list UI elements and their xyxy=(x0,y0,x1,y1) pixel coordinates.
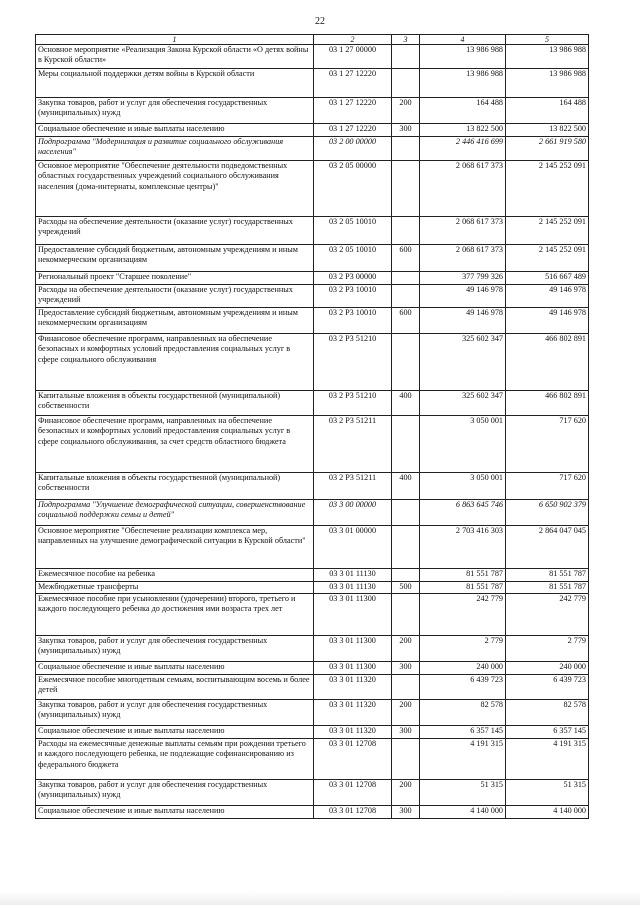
table-row xyxy=(36,45,589,69)
row-amount-year-1: 6 357 145 xyxy=(420,726,506,739)
row-amount-year-1: 81 551 787 xyxy=(420,582,506,594)
row-code: 03 3 01 12708 xyxy=(314,739,392,780)
row-name: Социальное обеспечение и иные выплаты населению xyxy=(36,124,314,137)
table-row xyxy=(36,662,589,675)
row-amount-year-1: 2 703 416 303 xyxy=(420,526,506,569)
row-amount-year-1: 6 439 723 xyxy=(420,675,506,700)
row-name: Капитальные вложения в объекты государственной (муниципальной) собственности xyxy=(36,473,314,500)
row-amount-year-2: 81 551 787 xyxy=(506,569,589,582)
row-amount-year-2: 466 802 891 xyxy=(506,391,589,416)
row-expense-type: 200 xyxy=(392,700,420,726)
row-amount-year-1: 2 068 617 373 xyxy=(420,161,506,217)
table-row xyxy=(36,69,589,98)
row-expense-type: 500 xyxy=(392,582,420,594)
row-name: Межбюджетные трансферты xyxy=(36,582,314,594)
row-expense-type: 300 xyxy=(392,662,420,675)
row-name: Закупка товаров, работ и услуг для обеспечения государственных (муниципальных) нужд xyxy=(36,700,314,726)
row-amount-year-2: 717 620 xyxy=(506,473,589,500)
row-name: Финансовое обеспечение программ, направленных на обеспечение безопасных и комфортных условий предоставления социальных услуг в сфере социального обслуживания, за счет средств областного бюджета xyxy=(36,416,314,473)
row-amount-year-2: 4 140 000 xyxy=(506,806,589,819)
row-expense-type xyxy=(392,594,420,636)
table-row xyxy=(36,473,589,500)
table-row xyxy=(36,161,589,217)
row-name: Капитальные вложения в объекты государственной (муниципальной) собственности xyxy=(36,391,314,416)
table-row xyxy=(36,780,589,806)
row-amount-year-2: 49 146 978 xyxy=(506,308,589,334)
row-name: Закупка товаров, работ и услуг для обеспечения государственных (муниципальных) нужд xyxy=(36,636,314,662)
column-header: 3 xyxy=(392,35,420,45)
scan-edge xyxy=(0,891,640,905)
row-expense-type xyxy=(392,675,420,700)
row-code: 03 3 00 00000 xyxy=(314,500,392,526)
row-code: 03 2 05 10010 xyxy=(314,245,392,272)
row-expense-type: 600 xyxy=(392,308,420,334)
table-row xyxy=(36,137,589,161)
row-amount-year-1: 49 146 978 xyxy=(420,285,506,308)
row-expense-type: 300 xyxy=(392,806,420,819)
table-row xyxy=(36,416,589,473)
row-name: Основное мероприятие «Реализация Закона Курской области «О детях войны в Курской области» xyxy=(36,45,314,69)
row-name: Ежемесячное пособие на ребенка xyxy=(36,569,314,582)
row-name: Ежемесячное пособие многодетным семьям, воспитывающим восемь и более детей xyxy=(36,675,314,700)
row-amount-year-1: 6 863 645 746 xyxy=(420,500,506,526)
table-row xyxy=(36,569,589,582)
row-code: 03 3 01 11300 xyxy=(314,636,392,662)
row-name: Предоставление субсидий бюджетным, автономным учреждениям и иным некоммерческим организациям xyxy=(36,308,314,334)
row-code: 03 1 27 12220 xyxy=(314,98,392,124)
row-name: Подпрограмма "Улучшение демографической ситуации, совершенствование социальной поддержки семьи и детей" xyxy=(36,500,314,526)
row-expense-type xyxy=(392,526,420,569)
row-name: Социальное обеспечение и иные выплаты населению xyxy=(36,806,314,819)
row-expense-type: 400 xyxy=(392,391,420,416)
row-amount-year-1: 49 146 978 xyxy=(420,308,506,334)
row-amount-year-2: 49 146 978 xyxy=(506,285,589,308)
row-amount-year-1: 2 779 xyxy=(420,636,506,662)
row-expense-type: 300 xyxy=(392,726,420,739)
table-row xyxy=(36,124,589,137)
row-code: 03 2 05 00000 xyxy=(314,161,392,217)
row-code: 03 2 Р3 51210 xyxy=(314,391,392,416)
row-expense-type: 200 xyxy=(392,98,420,124)
table-row xyxy=(36,594,589,636)
row-code: 03 1 27 12220 xyxy=(314,124,392,137)
row-amount-year-1: 2 446 416 699 xyxy=(420,137,506,161)
row-amount-year-1: 82 578 xyxy=(420,700,506,726)
row-amount-year-2: 51 315 xyxy=(506,780,589,806)
row-amount-year-1: 325 602 347 xyxy=(420,391,506,416)
row-code: 03 3 01 11130 xyxy=(314,569,392,582)
row-amount-year-1: 81 551 787 xyxy=(420,569,506,582)
row-amount-year-2: 164 488 xyxy=(506,98,589,124)
row-expense-type xyxy=(392,137,420,161)
row-amount-year-2: 516 667 489 xyxy=(506,272,589,285)
row-expense-type xyxy=(392,161,420,217)
page-number: 22 xyxy=(315,16,325,27)
row-amount-year-1: 2 068 617 373 xyxy=(420,217,506,245)
row-name: Социальное обеспечение и иные выплаты населению xyxy=(36,726,314,739)
row-name: Закупка товаров, работ и услуг для обеспечения государственных (муниципальных) нужд xyxy=(36,98,314,124)
row-expense-type xyxy=(392,272,420,285)
row-expense-type xyxy=(392,500,420,526)
row-code: 03 2 Р3 51211 xyxy=(314,416,392,473)
table-row xyxy=(36,582,589,594)
row-name: Региональный проект "Старшее поколение" xyxy=(36,272,314,285)
table-row xyxy=(36,700,589,726)
row-expense-type xyxy=(392,285,420,308)
row-code: 03 3 01 11130 xyxy=(314,582,392,594)
row-amount-year-2: 717 620 xyxy=(506,416,589,473)
row-code: 03 2 00 00000 xyxy=(314,137,392,161)
row-name: Расходы на ежемесячные денежные выплаты семьям при рождении третьего и каждого последующего ребенка, не подлежащие софинансированию из федерального бюджета xyxy=(36,739,314,780)
row-amount-year-2: 242 779 xyxy=(506,594,589,636)
row-amount-year-2: 4 191 315 xyxy=(506,739,589,780)
row-expense-type: 200 xyxy=(392,780,420,806)
table-row xyxy=(36,636,589,662)
column-header: 1 xyxy=(36,35,314,45)
row-amount-year-2: 2 145 252 091 xyxy=(506,245,589,272)
row-expense-type xyxy=(392,569,420,582)
row-amount-year-1: 3 050 001 xyxy=(420,416,506,473)
row-amount-year-2: 240 000 xyxy=(506,662,589,675)
row-expense-type xyxy=(392,217,420,245)
row-amount-year-1: 13 986 988 xyxy=(420,69,506,98)
row-code: 03 1 27 00000 xyxy=(314,45,392,69)
row-expense-type xyxy=(392,416,420,473)
row-amount-year-1: 242 779 xyxy=(420,594,506,636)
row-amount-year-2: 2 864 047 045 xyxy=(506,526,589,569)
row-amount-year-1: 51 315 xyxy=(420,780,506,806)
row-name: Расходы на обеспечение деятельности (оказание услуг) государственных учреждений xyxy=(36,217,314,245)
row-amount-year-2: 82 578 xyxy=(506,700,589,726)
row-amount-year-1: 3 050 001 xyxy=(420,473,506,500)
table-row xyxy=(36,806,589,819)
row-expense-type: 300 xyxy=(392,124,420,137)
row-amount-year-1: 325 602 347 xyxy=(420,334,506,391)
row-name: Социальное обеспечение и иные выплаты населению xyxy=(36,662,314,675)
column-header: 2 xyxy=(314,35,392,45)
column-header: 5 xyxy=(506,35,589,45)
row-amount-year-1: 377 799 326 xyxy=(420,272,506,285)
table-row xyxy=(36,245,589,272)
table-row xyxy=(36,272,589,285)
row-amount-year-1: 2 068 617 373 xyxy=(420,245,506,272)
row-expense-type xyxy=(392,739,420,780)
row-amount-year-1: 240 000 xyxy=(420,662,506,675)
row-name: Закупка товаров, работ и услуг для обеспечения государственных (муниципальных) нужд xyxy=(36,780,314,806)
row-amount-year-1: 164 488 xyxy=(420,98,506,124)
row-name: Предоставление субсидий бюджетным, автономным учреждениям и иным некоммерческим организациям xyxy=(36,245,314,272)
row-amount-year-2: 466 802 891 xyxy=(506,334,589,391)
row-amount-year-1: 4 191 315 xyxy=(420,739,506,780)
table-row xyxy=(36,334,589,391)
row-expense-type: 200 xyxy=(392,636,420,662)
row-amount-year-2: 81 551 787 xyxy=(506,582,589,594)
table-row xyxy=(36,675,589,700)
row-code: 03 3 01 11300 xyxy=(314,594,392,636)
row-amount-year-2: 2 145 252 091 xyxy=(506,161,589,217)
row-code: 03 3 01 11300 xyxy=(314,662,392,675)
row-expense-type xyxy=(392,45,420,69)
header-row xyxy=(36,35,589,45)
row-amount-year-1: 13 822 500 xyxy=(420,124,506,137)
row-name: Меры социальной поддержки детям войны в Курской области xyxy=(36,69,314,98)
row-expense-type xyxy=(392,69,420,98)
row-expense-type: 400 xyxy=(392,473,420,500)
row-name: Подпрограмма "Модернизация и развитие социального обслуживания населения" xyxy=(36,137,314,161)
budget-table xyxy=(35,34,589,819)
row-amount-year-1: 13 986 988 xyxy=(420,45,506,69)
row-code: 03 3 01 11320 xyxy=(314,726,392,739)
table-row xyxy=(36,500,589,526)
table-row xyxy=(36,308,589,334)
row-name: Расходы на обеспечение деятельности (оказание услуг) государственных учреждений xyxy=(36,285,314,308)
row-amount-year-2: 13 986 988 xyxy=(506,45,589,69)
row-amount-year-2: 13 822 500 xyxy=(506,124,589,137)
table-row xyxy=(36,98,589,124)
row-amount-year-2: 6 357 145 xyxy=(506,726,589,739)
row-code: 03 2 Р3 51210 xyxy=(314,334,392,391)
row-code: 03 2 Р3 51211 xyxy=(314,473,392,500)
column-header: 4 xyxy=(420,35,506,45)
table-row xyxy=(36,526,589,569)
table-row xyxy=(36,285,589,308)
row-code: 03 3 01 00000 xyxy=(314,526,392,569)
row-code: 03 3 01 11320 xyxy=(314,675,392,700)
row-amount-year-2: 2 145 252 091 xyxy=(506,217,589,245)
row-amount-year-2: 6 650 902 379 xyxy=(506,500,589,526)
row-code: 03 2 Р3 10010 xyxy=(314,308,392,334)
row-expense-type xyxy=(392,334,420,391)
row-code: 03 3 01 11320 xyxy=(314,700,392,726)
row-amount-year-1: 4 140 000 xyxy=(420,806,506,819)
row-amount-year-2: 2 779 xyxy=(506,636,589,662)
row-code: 03 3 01 12708 xyxy=(314,806,392,819)
row-name: Основное мероприятие "Обеспечение реализации комплекса мер, направленных на улучшение демографической ситуации в Курской области" xyxy=(36,526,314,569)
row-name: Ежемесячное пособие при усыновлении (удочерении) второго, третьего и каждого последующего ребенка до достижения ими возраста трех лет xyxy=(36,594,314,636)
table-row xyxy=(36,739,589,780)
row-code: 03 3 01 12708 xyxy=(314,780,392,806)
row-amount-year-2: 13 986 988 xyxy=(506,69,589,98)
table-row xyxy=(36,217,589,245)
row-amount-year-2: 6 439 723 xyxy=(506,675,589,700)
row-code: 03 2 Р3 00000 xyxy=(314,272,392,285)
table-row xyxy=(36,391,589,416)
row-amount-year-2: 2 661 919 580 xyxy=(506,137,589,161)
table-row xyxy=(36,726,589,739)
row-code: 03 2 Р3 10010 xyxy=(314,285,392,308)
row-code: 03 1 27 12220 xyxy=(314,69,392,98)
row-expense-type: 600 xyxy=(392,245,420,272)
row-code: 03 2 05 10010 xyxy=(314,217,392,245)
row-name: Основное мероприятие "Обеспечение деятельности подведомственных областных государственных учреждений социального обслуживания населения (дома-интернаты, комплексные центры)" xyxy=(36,161,314,217)
row-name: Финансовое обеспечение программ, направленных на обеспечение безопасных и комфортных условий предоставления социальных услуг в сфере социального обслуживания xyxy=(36,334,314,391)
